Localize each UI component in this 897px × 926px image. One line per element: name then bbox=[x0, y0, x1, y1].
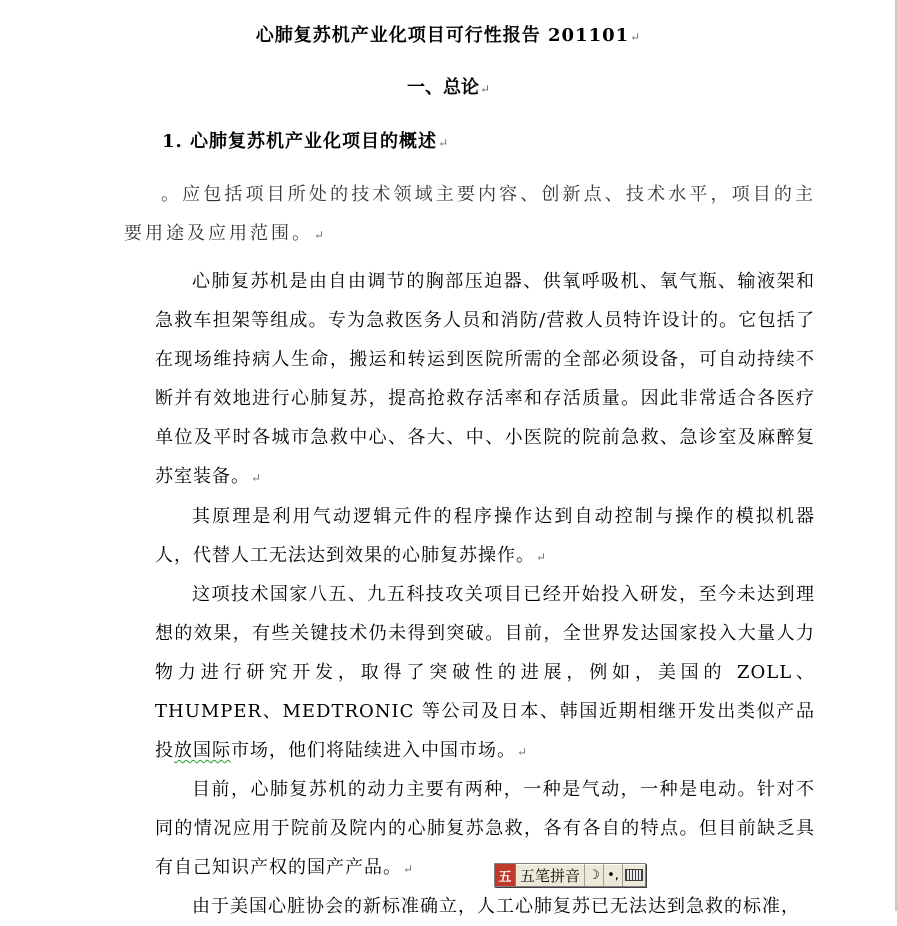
ime-toolbar[interactable] bbox=[494, 863, 646, 887]
paragraph-mark-icon: ↵ bbox=[314, 228, 328, 242]
keyboard-icon bbox=[625, 869, 643, 881]
paragraph-mark-icon: ↵ bbox=[536, 550, 548, 564]
paragraph-research-status[interactable]: 这项技术国家八五、九五科技攻关项目已经开始投入研发，至今未达到理想的效果，有些关键技术仍未得到突破。目前，全世界发达国家投入大量人力物力进行研究开发，取得了突破性的进展，例如，美国的 ZOLL、THUMPER、MEDTRONIC 等公司及日本、韩国近期相继开发出类似产品投放国际市场，他们将陆续进入中国市场。↵ bbox=[155, 584, 815, 761]
paragraph-instruction[interactable]: 。应包括项目所处的技术领域主要内容、创新点、技术水平，项目的主要用途及应用范围。↵ bbox=[124, 184, 816, 244]
soft-keyboard-icon[interactable] bbox=[623, 864, 645, 886]
punctuation-toggle-icon[interactable]: •, bbox=[604, 864, 623, 886]
ime-logo-icon[interactable]: 五 bbox=[495, 864, 516, 886]
paragraph-principle[interactable]: 其原理是利用气动逻辑元件的程序操作达到自动控制与操作的模拟机器人，代替人工无法达到效果的心肺复苏操作。↵ bbox=[155, 506, 815, 566]
paragraph-power-types[interactable]: 目前，心肺复苏机的动力主要有两种，一种是气动，一种是电动。针对不同的情况应用于院前及院内的心肺复苏急救，各有各自的特点。但目前缺乏具有自己知识产权的国产产品。↵ bbox=[155, 779, 815, 878]
ime-mode-button[interactable]: 五笔拼音 bbox=[516, 864, 585, 886]
paragraph-mark-icon: ↵ bbox=[251, 471, 263, 485]
paragraph-mark-icon: ↵ bbox=[630, 30, 642, 44]
paragraph-mark-icon: ↵ bbox=[438, 136, 450, 150]
section-heading: 一、总论↵ bbox=[406, 77, 491, 98]
document-title: 心肺复苏机产业化项目可行性报告 201101↵ bbox=[255, 25, 642, 46]
paragraph-mark-icon: ↵ bbox=[517, 745, 529, 759]
subsection-heading: 1. 心肺复苏机产业化项目的概述↵ bbox=[162, 131, 450, 152]
paragraph-mark-icon: ↵ bbox=[403, 862, 415, 876]
paragraph-mark-icon: ↵ bbox=[479, 82, 491, 96]
paragraph-device-description[interactable]: 心肺复苏机是由自由调节的胸部压迫器、供氧呼吸机、氧气瓶、输液架和急救车担架等组成。专为急救医务人员和消防/营救人员特许设计的。它包括了在现场维持病人生命，搬运和转运到医院所需的全部必须设备，可自动持续不断并有效地进行心肺复苏，提高抢救存活率和存活质量。因此非常适合各医疗单位及平时各城市急救中心、各大、中、小医院的院前急救、急诊室及麻醉复苏室装备。↵ bbox=[155, 271, 815, 487]
paragraph-new-standard[interactable]: 由于美国心脏协会的新标准确立，人工心肺复苏已无法达到急救的标准， bbox=[192, 896, 800, 917]
grammar-flag[interactable]: 放国际 bbox=[174, 740, 231, 761]
half-width-moon-icon[interactable]: ☽ bbox=[585, 864, 604, 886]
